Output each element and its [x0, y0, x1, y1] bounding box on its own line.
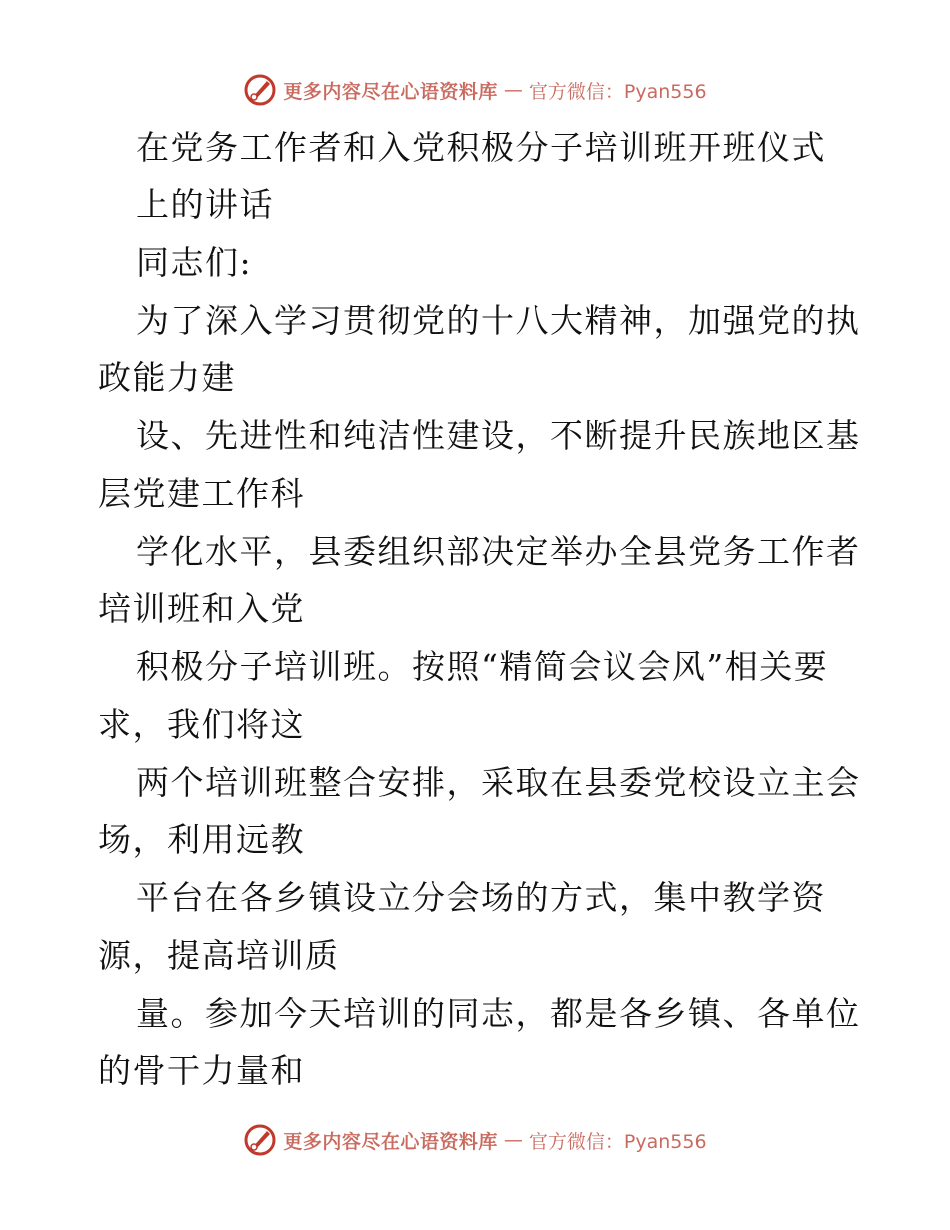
watermark-wechat-text: 官方微信：Pyan556 — [528, 1130, 707, 1153]
watermark-separator: — — [503, 1129, 523, 1151]
quill-seal-icon — [243, 73, 277, 107]
body-line: 培训班和入党 — [98, 589, 305, 628]
body-line: 层党建工作科 — [98, 474, 305, 513]
body-line: 平台在各乡镇设立分会场的方式，集中教学资 — [136, 878, 826, 917]
body-line: 为了深入学习贯彻党的十八大精神，加强党的执 — [136, 301, 861, 340]
body-line: 学化水平，县委组织部决定举办全县党务工作者 — [136, 532, 861, 571]
body-line: 的骨干力量和 — [98, 1051, 305, 1090]
body-line: 积极分子培训班。按照“精简会议会风”相关要 — [136, 647, 829, 686]
body-line: 政能力建 — [98, 358, 236, 397]
document-title-line-1: 在党务工作者和入党积极分子培训班开班仪式 — [136, 128, 826, 167]
body-line: 量。参加今天培训的同志，都是各乡镇、各单位 — [136, 994, 861, 1033]
body-line: 求，我们将这 — [98, 705, 305, 744]
watermark-site-text: 更多内容尽在心语资料库 — [283, 80, 498, 103]
document-title-line-2: 上的讲话 — [136, 185, 274, 224]
footer-watermark — [0, 1120, 950, 1160]
quill-seal-icon — [243, 1123, 277, 1157]
watermark-separator: — — [503, 79, 523, 101]
header-watermark — [0, 70, 950, 110]
salutation: 同志们: — [136, 243, 253, 282]
body-line: 源，提高培训质 — [98, 936, 340, 975]
body-line: 场，利用远教 — [98, 820, 305, 859]
body-line: 两个培训班整合安排，采取在县委党校设立主会 — [136, 763, 861, 802]
watermark-site-text: 更多内容尽在心语资料库 — [283, 1130, 498, 1153]
body-line: 设、先进性和纯洁性建设，不断提升民族地区基 — [136, 416, 861, 455]
watermark-wechat-text: 官方微信：Pyan556 — [528, 80, 707, 103]
